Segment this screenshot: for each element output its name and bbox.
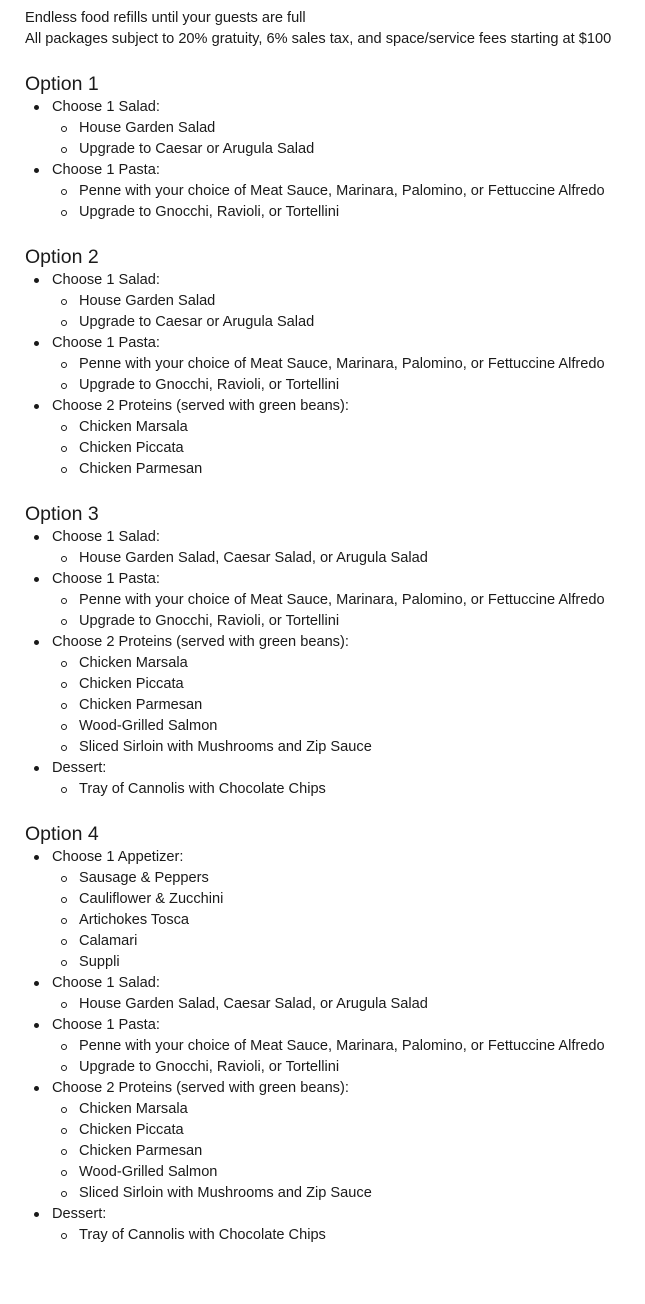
options-list (25, 72, 645, 1246)
choice-list (52, 354, 645, 396)
choice-item: Tray of Cannolis with Chocolate Chips (79, 779, 645, 800)
course-group (25, 1078, 645, 1204)
course-label: Dessert: (52, 1204, 645, 1225)
choice-list (52, 1225, 645, 1246)
course-group (25, 632, 645, 758)
course-label: Dessert: (52, 758, 645, 779)
choice-list (52, 994, 645, 1015)
choice-item: Wood-Grilled Salmon (79, 716, 645, 737)
choice-list (52, 779, 645, 800)
choice-item: Cauliflower & Zucchini (79, 889, 645, 910)
course-group (25, 1204, 645, 1246)
choice-item: Chicken Parmesan (79, 695, 645, 716)
choice-list (52, 181, 645, 223)
choice-list (52, 868, 645, 973)
course-group (25, 333, 645, 396)
choice-item: Wood-Grilled Salmon (79, 1162, 645, 1183)
intro-fees-note: All packages subject to 20% gratuity, 6% sales tax, and space/service fees starting at $100 (25, 31, 612, 47)
course-label: Choose 1 Pasta: (52, 160, 645, 181)
course-label: Choose 1 Salad: (52, 527, 645, 548)
choice-item: Sausage & Peppers (79, 868, 645, 889)
course-group (25, 527, 645, 569)
course-label: Choose 1 Salad: (52, 270, 645, 291)
option-section (25, 502, 645, 800)
choice-item: Tray of Cannolis with Chocolate Chips (79, 1225, 645, 1246)
course-label: Choose 1 Appetizer: (52, 847, 645, 868)
choice-item: Upgrade to Gnocchi, Ravioli, or Tortellini (79, 202, 645, 223)
course-list (25, 270, 645, 480)
course-label: Choose 1 Salad: (52, 973, 645, 994)
course-group (25, 396, 645, 480)
choice-item: Upgrade to Caesar or Arugula Salad (79, 312, 645, 333)
course-label: Choose 2 Proteins (served with green beans): (52, 1078, 645, 1099)
course-group (25, 758, 645, 800)
choice-item: Penne with your choice of Meat Sauce, Marinara, Palomino, or Fettuccine Alfredo (79, 354, 645, 375)
choice-item: Suppli (79, 952, 645, 973)
choice-item: Chicken Marsala (79, 417, 645, 438)
choice-list (52, 1036, 645, 1078)
choice-item: Chicken Marsala (79, 1099, 645, 1120)
choice-item: Penne with your choice of Meat Sauce, Marinara, Palomino, or Fettuccine Alfredo (79, 1036, 645, 1057)
choice-item: Sliced Sirloin with Mushrooms and Zip Sauce (79, 1183, 645, 1204)
choice-list (52, 548, 645, 569)
course-label: Choose 1 Pasta: (52, 333, 645, 354)
option-section (25, 72, 645, 223)
choice-item: Upgrade to Gnocchi, Ravioli, or Tortellini (79, 1057, 645, 1078)
course-group (25, 569, 645, 632)
intro (25, 8, 645, 50)
choice-list (52, 291, 645, 333)
course-group (25, 973, 645, 1015)
course-group (25, 160, 645, 223)
course-label: Choose 2 Proteins (served with green beans): (52, 632, 645, 653)
course-group (25, 847, 645, 973)
course-list (25, 527, 645, 800)
option-section (25, 822, 645, 1246)
option-title: Option 3 (25, 503, 99, 525)
choice-item: Sliced Sirloin with Mushrooms and Zip Sauce (79, 737, 645, 758)
intro-refills-note: Endless food refills until your guests are full (25, 10, 306, 26)
choice-item: Artichokes Tosca (79, 910, 645, 931)
option-title: Option 4 (25, 823, 99, 845)
choice-item: Upgrade to Gnocchi, Ravioli, or Tortellini (79, 611, 645, 632)
course-label: Choose 1 Salad: (52, 97, 645, 118)
choice-item: House Garden Salad, Caesar Salad, or Arugula Salad (79, 548, 645, 569)
choice-item: Penne with your choice of Meat Sauce, Marinara, Palomino, or Fettuccine Alfredo (79, 181, 645, 202)
choice-item: Chicken Marsala (79, 653, 645, 674)
course-group (25, 1015, 645, 1078)
course-group (25, 97, 645, 160)
choice-item: Penne with your choice of Meat Sauce, Marinara, Palomino, or Fettuccine Alfredo (79, 590, 645, 611)
course-group (25, 270, 645, 333)
choice-item: Chicken Piccata (79, 438, 645, 459)
choice-list (52, 590, 645, 632)
option-section (25, 245, 645, 480)
choice-list (52, 653, 645, 758)
course-label: Choose 2 Proteins (served with green beans): (52, 396, 645, 417)
option-title: Option 2 (25, 246, 99, 268)
choice-item: Chicken Parmesan (79, 1141, 645, 1162)
choice-item: Chicken Piccata (79, 674, 645, 695)
choice-item: House Garden Salad (79, 291, 645, 312)
choice-item: Upgrade to Gnocchi, Ravioli, or Tortellini (79, 375, 645, 396)
choice-item: House Garden Salad, Caesar Salad, or Arugula Salad (79, 994, 645, 1015)
choice-list (52, 1099, 645, 1204)
course-label: Choose 1 Pasta: (52, 1015, 645, 1036)
choice-item: Calamari (79, 931, 645, 952)
choice-item: House Garden Salad (79, 118, 645, 139)
choice-list (52, 118, 645, 160)
choice-item: Upgrade to Caesar or Arugula Salad (79, 139, 645, 160)
choice-list (52, 417, 645, 480)
choice-item: Chicken Piccata (79, 1120, 645, 1141)
course-label: Choose 1 Pasta: (52, 569, 645, 590)
option-title: Option 1 (25, 73, 99, 95)
choice-item: Chicken Parmesan (79, 459, 645, 480)
course-list (25, 97, 645, 223)
course-list (25, 847, 645, 1246)
